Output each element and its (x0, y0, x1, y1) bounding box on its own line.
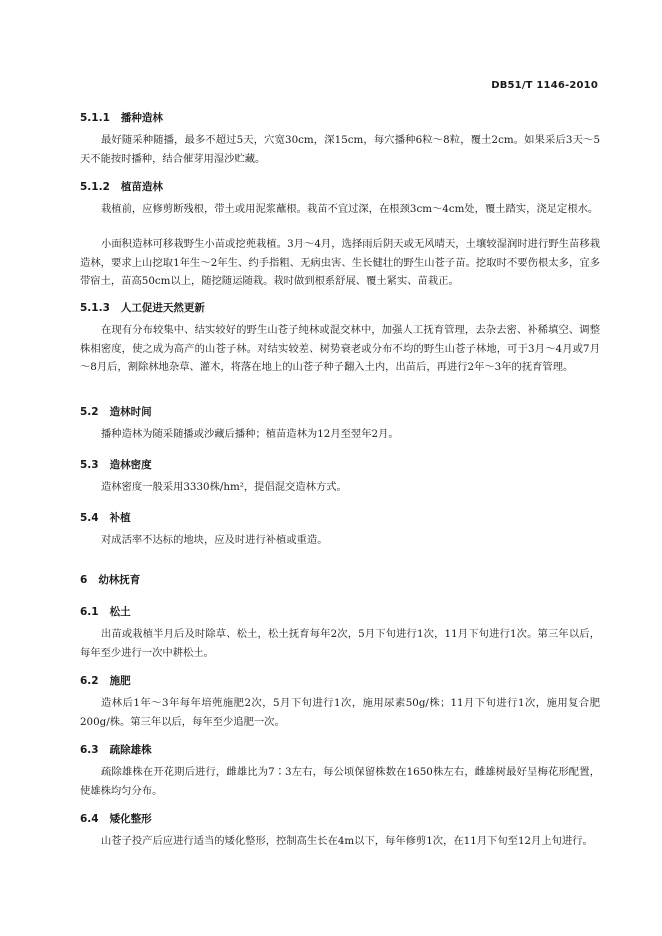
section-number: 6.1 (80, 606, 99, 618)
section-heading-6-2 (80, 673, 131, 688)
section-title: 松土 (109, 606, 131, 618)
paragraph: 造林后1年～3年每年培蔸施肥2次，5月下旬进行1次，施用尿素50g/株；11月下旬进行1次，施用复合肥200g/株。第三年以后，每年至少追肥一次。 (80, 697, 600, 728)
paragraph: 小面积造林可移栽野生小苗或挖蔸栽植。3月～4月，选择雨后阴天或无风晴天，土壤较湿润时进行野生苗移栽造林，要求上山挖取1年生～2年生、约手指粗、无病虫害、生长健壮的野生山苍子苗。挖取时不要伤根太多，宜多带宿土，苗高50cm以上，随挖随运随栽。栽时做到根系舒展、覆土紧实、苗栽正。 (80, 238, 600, 287)
section-number: 5.1.1 (80, 112, 110, 124)
section-number: 6 (80, 574, 88, 586)
section-title: 幼林抚育 (98, 574, 141, 586)
section-number: 5.1.2 (80, 181, 110, 193)
paragraph: 对成活率不达标的地块，应及时进行补植或重造。 (101, 534, 328, 546)
section-heading-6 (80, 572, 140, 587)
section-heading-6-3 (80, 742, 152, 757)
section-title: 施肥 (109, 675, 131, 687)
paragraph: 最好随采种随播，最多不超过5天，穴宽30cm，深15cm，每穴播种6粒～8粒，覆土2cm。如果采后3天～5天不能按时播种，结合催芽用湿沙贮藏。 (80, 134, 600, 165)
section-heading-5-3 (80, 457, 152, 472)
doc-code: DB51/T 1146-2010 (491, 80, 598, 91)
section-number: 5.4 (80, 512, 99, 524)
section-number: 6.2 (80, 675, 99, 687)
section-title: 矮化整形 (109, 813, 152, 825)
section-heading-6-1 (80, 604, 131, 619)
paragraph: 山苍子投产后应进行适当的矮化整形，控制高生长在4m以下，每年修剪1次，在11月下旬至12月上旬进行。 (101, 835, 593, 847)
section-number: 5.1.3 (80, 302, 110, 314)
section-heading-5-1-3 (80, 300, 205, 315)
paragraph: 栽植前，应修剪断残根，带土或用泥浆蘸根。栽苗不宜过深，在根颈3cm～4cm处，覆土踏实，浇足定根水。 (101, 203, 599, 215)
section-number: 6.4 (80, 813, 99, 825)
section-title: 播种造林 (120, 112, 163, 124)
section-title: 疏除雄株 (109, 744, 152, 756)
paragraph: 在现有分布较集中、结实较好的野生山苍子纯林或混交林中，加强人工抚育管理，去杂去密、补稀填空、调整株相密度，使之成为高产的山苍子林。对结实较差、树势衰老或分布不均的野生山苍子林地，可于3月～4月或7月～8月后，割除林地杂草、灌木，将落在地上的山苍子种子翻入土内，出苗后，再进行2年～3年的抚育管理。 (80, 324, 600, 373)
section-title: 植苗造林 (120, 181, 163, 193)
section-heading-5-1-1 (80, 110, 163, 125)
section-heading-5-2 (80, 404, 152, 419)
paragraph: 疏除雄株在开花期后进行，雌雄比为7∶3左右，每公顷保留株数在1650株左右，雌雄树最好呈梅花形配置，使雄株均匀分布。 (80, 766, 600, 797)
section-heading-5-1-2 (80, 179, 163, 194)
section-title: 造林时间 (109, 406, 152, 418)
paragraph: 造林密度一般采用3330株/hm²，提倡混交造林方式。 (101, 481, 347, 493)
paragraph: 播种造林为随采随播或沙藏后播种；植苗造林为12月至翌年2月。 (101, 428, 399, 440)
section-title: 补植 (109, 512, 131, 524)
section-number: 5.2 (80, 406, 99, 418)
section-number: 6.3 (80, 744, 99, 756)
section-title: 造林密度 (109, 459, 152, 471)
section-heading-6-4 (80, 811, 152, 826)
section-number: 5.3 (80, 459, 99, 471)
paragraph: 出苗或栽植半月后及时除草、松土，松土抚育每年2次，5月下旬进行1次，11月下旬进行1次。第三年以后，每年至少进行一次中耕松土。 (80, 628, 600, 659)
section-heading-5-4 (80, 510, 131, 525)
section-title: 人工促进天然更新 (120, 302, 205, 314)
